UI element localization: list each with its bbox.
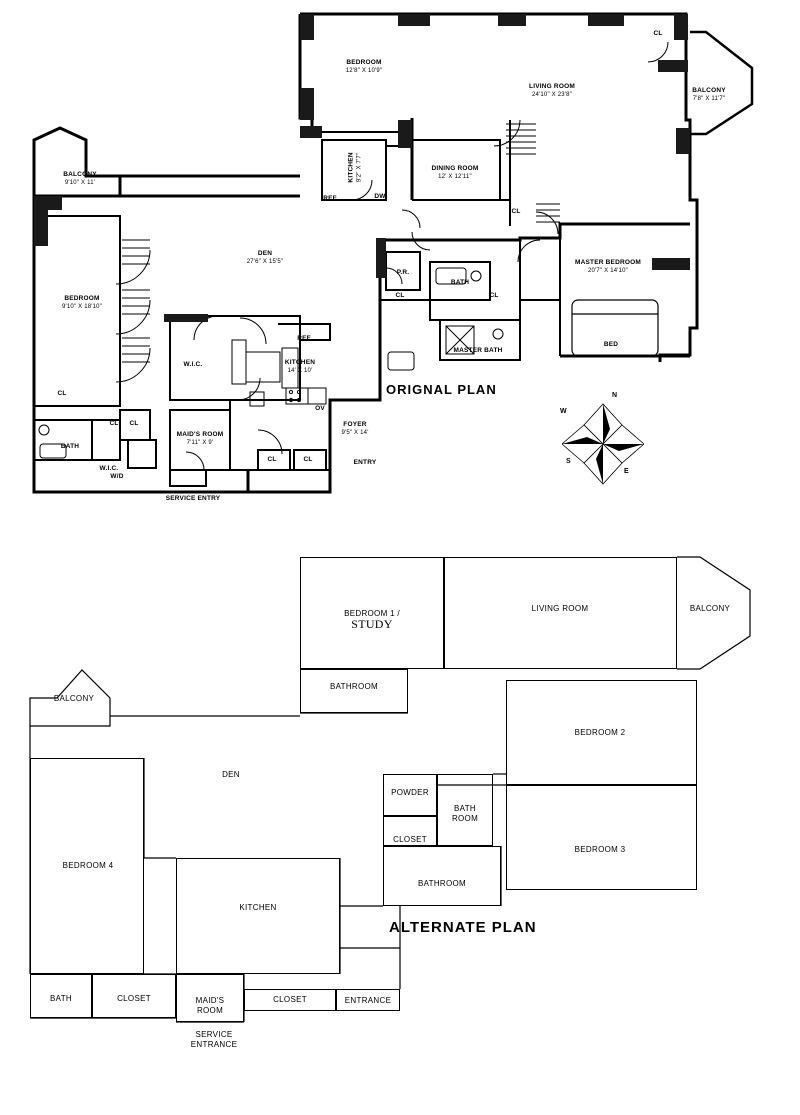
alt-room-bathroom-lower (383, 846, 501, 906)
room-label-den: DEN 27'6" X 15'5" (246, 250, 284, 265)
room-label-balcony-right: BALCONY 7'8" X 11'7" (692, 87, 726, 102)
alt-label-bedroom-3: BEDROOM 3 (574, 845, 626, 854)
compass-label-north: N (612, 392, 618, 399)
alt-label-den: DEN (222, 770, 240, 779)
room-label-kitchen-upper: KITCHEN 9'2" X 7'7" (348, 152, 363, 183)
alternate-plan-title: ALTERNATE PLAN (389, 919, 537, 936)
closet-label: CL (57, 390, 67, 397)
alt-label-kitchen: KITCHEN (239, 903, 277, 912)
wall-block (300, 88, 314, 120)
wall-block (588, 14, 624, 26)
alt-label-powder: POWDER (391, 788, 429, 797)
closet-label: CL (511, 208, 521, 215)
wall-block (498, 14, 526, 26)
alt-label-closet-mid: CLOSET (393, 835, 427, 844)
compass-rose (560, 392, 644, 490)
wall-block (376, 238, 386, 278)
alt-label-closet-left: CLOSET (117, 994, 151, 1003)
alt-label-entrance: ENTRANCE (344, 996, 392, 1005)
room-label-bedroom-1: BEDROOM 12'8" X 10'9" (345, 59, 383, 74)
alt-label-bath: BATH (50, 994, 72, 1003)
alt-label-bathroom-lower: BATHROOM (417, 879, 467, 888)
room-label-entry: ENTRY (353, 459, 377, 467)
alt-label-bedroom-4: BEDROOM 4 (62, 861, 114, 870)
wall-block (658, 60, 688, 72)
alt-room-bedroom-3 (506, 785, 697, 890)
alt-label-bathroom-top: BATHROOM (329, 682, 379, 691)
alt-label-bedroom-2: BEDROOM 2 (574, 728, 626, 737)
room-label-living-room: LIVING ROOM 24'10" X 23'8" (529, 83, 575, 98)
label-ref-upper: REF (323, 195, 337, 203)
alt-label-service-entrance: SERVICE ENTRANCE (190, 1030, 238, 1049)
alt-room-kitchen (176, 858, 340, 974)
alt-label-balcony-right: BALCONY (689, 604, 731, 613)
room-label-powder-room: P.R. (396, 269, 410, 277)
wall-block (300, 14, 314, 40)
label-washer-dryer: W/D (110, 473, 124, 481)
room-label-wic-1: W.I.C. (183, 361, 203, 369)
room-label-master-bedroom: MASTER BEDROOM 20'7" X 14'10" (575, 259, 641, 274)
alt-label-bedroom1-study: BEDROOM 1 / STUDY (344, 609, 400, 632)
room-label-bedroom-2: BEDROOM 9'10" X 18'10" (61, 295, 103, 310)
room-label-foyer: FOYER 9'5" X 14' (341, 421, 369, 436)
room-label-bath-left: BATH (60, 443, 80, 451)
wall-block (398, 14, 430, 26)
room-label-service-entry: SERVICE ENTRY (165, 495, 221, 503)
closet-label: CL (109, 420, 119, 427)
room-label-balcony-left: BALCONY 9'10" X 11' (63, 171, 97, 186)
wall-block (398, 120, 412, 148)
room-label-master-bath: MASTER BATH (453, 347, 503, 355)
compass-label-west: W (560, 408, 567, 415)
room-label-dining-room: DINING ROOM 12' X 12'11" (431, 165, 479, 180)
alt-label-living-room: LIVING ROOM (531, 604, 589, 613)
alt-label-bath-room: BATH ROOM (451, 804, 479, 823)
closet-label: CL (267, 456, 277, 463)
wall-block (674, 14, 688, 40)
closet-label: CL (129, 420, 139, 427)
wall-block (34, 196, 62, 210)
room-label-kitchen-center: KITCHEN 14' X 10' (284, 359, 316, 374)
room-label-maids-room: MAID'S ROOM 7'11" X 9' (176, 431, 224, 446)
wall-block (34, 210, 48, 246)
room-label-bath-upper: BATH (450, 279, 470, 287)
label-ref-center: REF (297, 335, 311, 343)
label-oven: OV (315, 405, 325, 413)
closet-label: CL (303, 456, 313, 463)
alt-label-maids-room: MAID'S ROOM (195, 996, 225, 1015)
room-label-wic-2: W.I.C. (99, 465, 119, 473)
compass-label-east: E (624, 468, 629, 475)
label-bed: BED (603, 341, 619, 349)
wall-block (676, 128, 690, 154)
label-dishwasher: DW (374, 193, 386, 201)
closet-label: CL (395, 292, 405, 299)
original-plan-title: ORIGNAL PLAN (386, 382, 497, 397)
compass-label-south: S (566, 458, 571, 465)
alt-label-balcony-left: BALCONY (53, 694, 95, 703)
wall-block (164, 314, 208, 322)
wall-block (300, 126, 322, 138)
closet-label: CL (489, 292, 499, 299)
closet-label: CL (653, 30, 663, 37)
alt-label-closet-bottom: CLOSET (273, 995, 307, 1004)
